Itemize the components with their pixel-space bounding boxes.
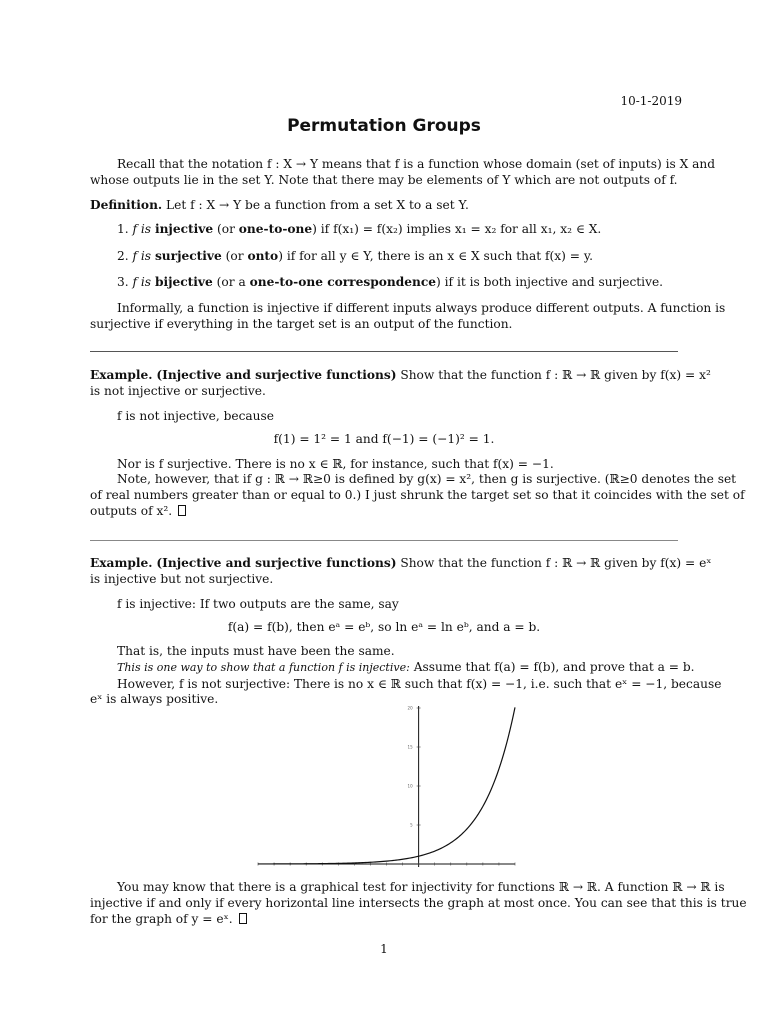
example1-heading: Example. (Injective and surjective functions) Show that the function f : ℝ → ℝ given by f(x) = x² [90,368,711,382]
informal-line-1: Informally, a function is injective if different inputs always produce different outputs. A function is [117,301,726,315]
y-tick-label: 15 [407,744,413,750]
page-number: 1 [380,942,388,956]
definition-item-1: 1. f is injective (or one-to-one) if f(x₁) = f(x₂) implies x₁ = x₂ for all x₁, x₂ ∈ X. [117,222,602,236]
example2-method: This is one way to show that a function f is injective: Assume that f(a) = f(b), and prove that a = b. [117,660,695,674]
y-tick-label: 5 [410,822,413,828]
example1-not-injective: f is not injective, because [117,409,274,423]
closing-line-2: injective if and only if every horizontal line intersects the graph at most once. You can see that this is true [90,896,747,910]
example2-statement: is injective but not surjective. [90,572,274,586]
qed-box [239,913,247,924]
example2-is-injective: f is injective: If two outputs are the same, say [117,597,399,611]
informal-line-2: surjective if everything in the target set is an output of the function. [90,317,513,331]
example2-inputs-same: That is, the inputs must have been the same. [117,644,395,658]
definition-item-2: 2. f is surjective (or onto) if for all y ∈ Y, there is an x ∈ X such that f(x) = y. [117,249,593,263]
example1-note-2: of real numbers greater than or equal to 0.) I just shrunk the target set so that it coincides with the set of [90,488,745,502]
y-tick-label: 20 [407,705,413,711]
closing-line-3: for the graph of y = eˣ. [90,911,247,927]
example1-note-1: Note, however, that if g : ℝ → ℝ≥0 is defined by g(x) = x², then g is surjective. (ℝ≥0 denotes the set [117,472,737,486]
example-divider [90,540,678,541]
exp-curve [258,707,515,864]
definition [90,197,469,213]
definition-text: Let f : X → Y be a function from a set X to a set Y. [166,198,469,212]
definition-label: Definition. [90,198,163,212]
example2-however-2: eˣ is always positive. [90,692,219,706]
example1-equation: f(1) = 1² = 1 and f(−1) = (−1)² = 1. [273,432,495,446]
intro-line-2: whose outputs lie in the set Y. Note that there may be elements of Y which are not outputs of f. [90,173,678,187]
section-divider [90,351,678,352]
example1-statement: is not injective or surjective. [90,384,266,398]
definition-item-3: 3. f is bijective (or a one-to-one correspondence) if it is both injective and surjective. [117,275,664,289]
exp-graph [250,700,520,872]
page-title: Permutation Groups [287,116,481,136]
date: 10-1-2019 [620,94,682,108]
closing-line-1: You may know that there is a graphical test for injectivity for functions ℝ → ℝ. A function ℝ → ℝ is [117,880,725,894]
example2-however-1: However, f is not surjective: There is no x ∈ ℝ such that f(x) = −1, i.e. such that eˣ = −1, because [117,677,722,691]
example2-heading: Example. (Injective and surjective functions) Show that the function f : ℝ → ℝ given by f(x) = eˣ [90,556,712,570]
example1-nor: Nor is f surjective. There is no x ∈ ℝ, for instance, such that f(x) = −1. [117,457,554,471]
qed-box [178,505,186,516]
example2-equation: f(a) = f(b), then eᵃ = eᵇ, so ln eᵃ = ln eᵇ, and a = b. [227,620,541,634]
y-tick-label: 10 [407,783,413,789]
intro-line-1: Recall that the notation f : X → Y means that f is a function whose domain (set of inputs) is X and [117,157,716,171]
example1-note-3: outputs of x². [90,503,186,519]
